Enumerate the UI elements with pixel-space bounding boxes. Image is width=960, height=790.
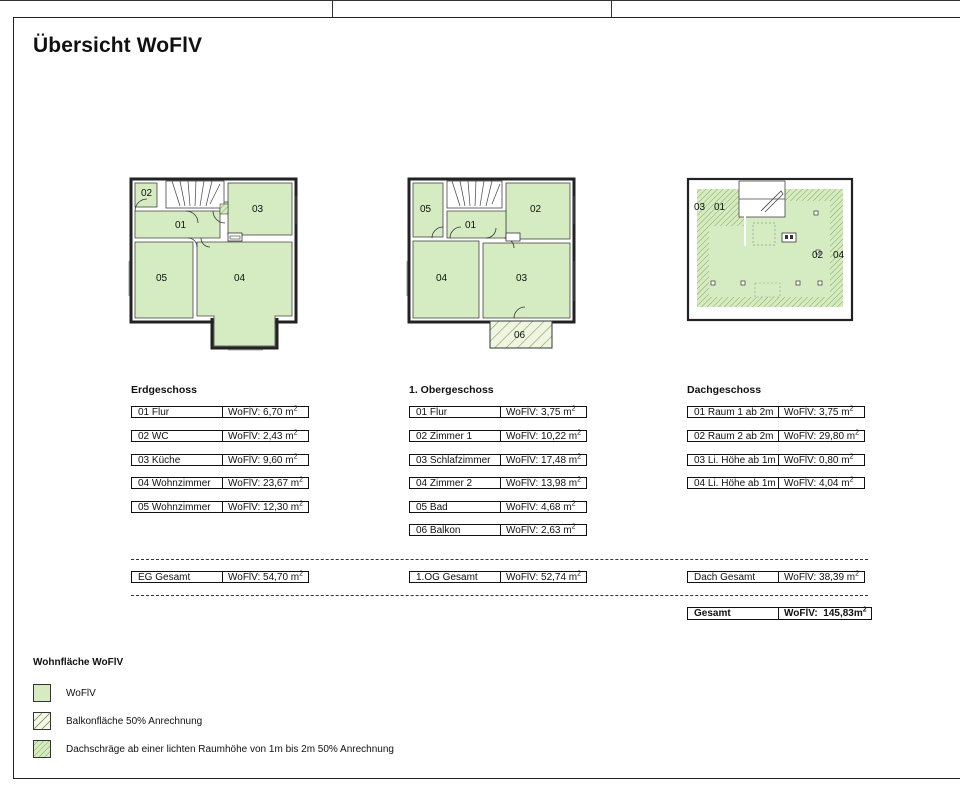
room-label: 01 (465, 220, 477, 231)
room-area: WoFlV: 23,67 $m^2$ (223, 477, 309, 489)
room-label: 03 (252, 204, 264, 215)
area-row (687, 477, 865, 489)
floor-total-row (687, 571, 865, 583)
room-area: WoFlV: 13,98 $m^2$ (501, 477, 587, 489)
legend-heading: Wohnfläche WoFlV (33, 657, 124, 668)
area-row (131, 477, 309, 489)
area-row (409, 524, 587, 536)
room-label: 03 (694, 202, 706, 213)
legend-label: Dachschräge ab einer lichten Raumhöhe von 1m bis 2m 50% Anrechnung (66, 744, 394, 755)
sheet-top-border (0, 0, 960, 1)
room-area: WoFlV: 2,43 $m^2$ (223, 430, 309, 442)
room-label: 04 (833, 250, 845, 261)
separator-line (131, 559, 868, 560)
room-area: WoFlV: 6,70 $m^2$ (223, 406, 309, 418)
floor-total-row (131, 571, 309, 583)
page-title: Übersicht WoFlV (33, 34, 203, 57)
area-row (409, 406, 587, 418)
room-label: 05 (420, 204, 432, 215)
room-area: WoFlV: 10,22 $m^2$ (501, 430, 587, 442)
room-name: 05 Wohnzimmer (131, 501, 223, 513)
area-row (687, 406, 865, 418)
room-label: 02 (812, 250, 824, 261)
room-area: WoFlV: 4,68 $m^2$ (501, 501, 587, 513)
room-area: WoFlV: 0,80 $m^2$ (779, 454, 865, 466)
area-row (409, 501, 587, 513)
room-area: WoFlV: 9,60 $m^2$ (223, 454, 309, 466)
floorplan-dachgeschoss (685, 176, 857, 326)
room-name: 01 Raum 1 ab 2m (687, 406, 779, 418)
room-label: 03 (516, 273, 528, 284)
room-name: 03 Küche (131, 454, 223, 466)
room-name: 01 Flur (409, 406, 501, 418)
grand-total-row (687, 607, 872, 619)
room-label: 04 (234, 273, 246, 284)
room-name: 04 Li. Höhe ab 1m (687, 477, 779, 489)
separator-line (131, 595, 868, 596)
room-label: 02 (141, 188, 153, 199)
room-name: 03 Schlafzimmer (409, 454, 501, 466)
area-row (131, 406, 309, 418)
drawing-frame (13, 17, 960, 779)
area-row (409, 454, 587, 466)
room-label: 04 (436, 273, 448, 284)
room-label: 01 (175, 220, 187, 231)
total-area: WoFlV: 38,39 $m^2$ (779, 571, 865, 583)
room-name: 02 Zimmer 1 (409, 430, 501, 442)
total-area: WoFlV: 52,74 $m^2$ (501, 571, 587, 583)
area-row (131, 454, 309, 466)
room-label: 05 (156, 273, 168, 284)
room-area: WoFlV: 3,75 $m^2$ (501, 406, 587, 418)
floor-heading: Dachgeschoss (687, 384, 762, 396)
floor-total-row (409, 571, 587, 583)
legend-label: WoFlV (66, 688, 96, 699)
room-area: WoFlV: 4,04 $m^2$ (779, 477, 865, 489)
room-area: WoFlV: 17,48 $m^2$ (501, 454, 587, 466)
area-row (131, 501, 309, 513)
grand-total-name: Gesamt (687, 607, 779, 620)
room-name: 01 Flur (131, 406, 223, 418)
room-name: 06 Balkon (409, 524, 501, 536)
room-name: 04 Wohnzimmer (131, 477, 223, 489)
floor-heading: Erdgeschoss (131, 384, 197, 396)
area-row (409, 477, 587, 489)
floorplan-obergeschoss (406, 176, 578, 352)
room-name: 02 Raum 2 ab 2m (687, 430, 779, 442)
total-name: Dach Gesamt (687, 571, 779, 583)
room-area: WoFlV: 2,63 $m^2$ (501, 524, 587, 536)
area-row (409, 430, 587, 442)
legend-label: Balkonfläche 50% Anrechnung (66, 716, 203, 727)
room-name: 04 Zimmer 2 (409, 477, 501, 489)
sheet-fold-mark (332, 0, 333, 17)
room-area: WoFlV: 3,75 $m^2$ (779, 406, 865, 418)
area-row (687, 454, 865, 466)
area-row (687, 430, 865, 442)
room-area: WoFlV: 29,80 $m^2$ (779, 430, 865, 442)
room-name: 05 Bad (409, 501, 501, 513)
legend-swatch-hatch-sparse (33, 712, 51, 730)
room-label: 01 (714, 202, 726, 213)
floor-heading: 1. Obergeschoss (409, 384, 494, 396)
room-name: 03 Li. Höhe ab 1m (687, 454, 779, 466)
legend-swatch-hatch-dense (33, 740, 51, 758)
total-name: 1.OG Gesamt (409, 571, 501, 583)
room-name: 02 WC (131, 430, 223, 442)
sheet-fold-mark (611, 0, 612, 17)
floorplan-erdgeschoss (128, 176, 300, 352)
area-row (131, 430, 309, 442)
room-label: 06 (514, 330, 526, 341)
total-area: WoFlV: 54,70 $m^2$ (223, 571, 309, 583)
room-area: WoFlV: 12,30 $m^2$ (223, 501, 309, 513)
grand-total-area: WoFlV: $145,83m^2$ (779, 607, 872, 620)
legend-swatch-solid (33, 684, 51, 702)
room-label: 02 (530, 204, 542, 215)
total-name: EG Gesamt (131, 571, 223, 583)
